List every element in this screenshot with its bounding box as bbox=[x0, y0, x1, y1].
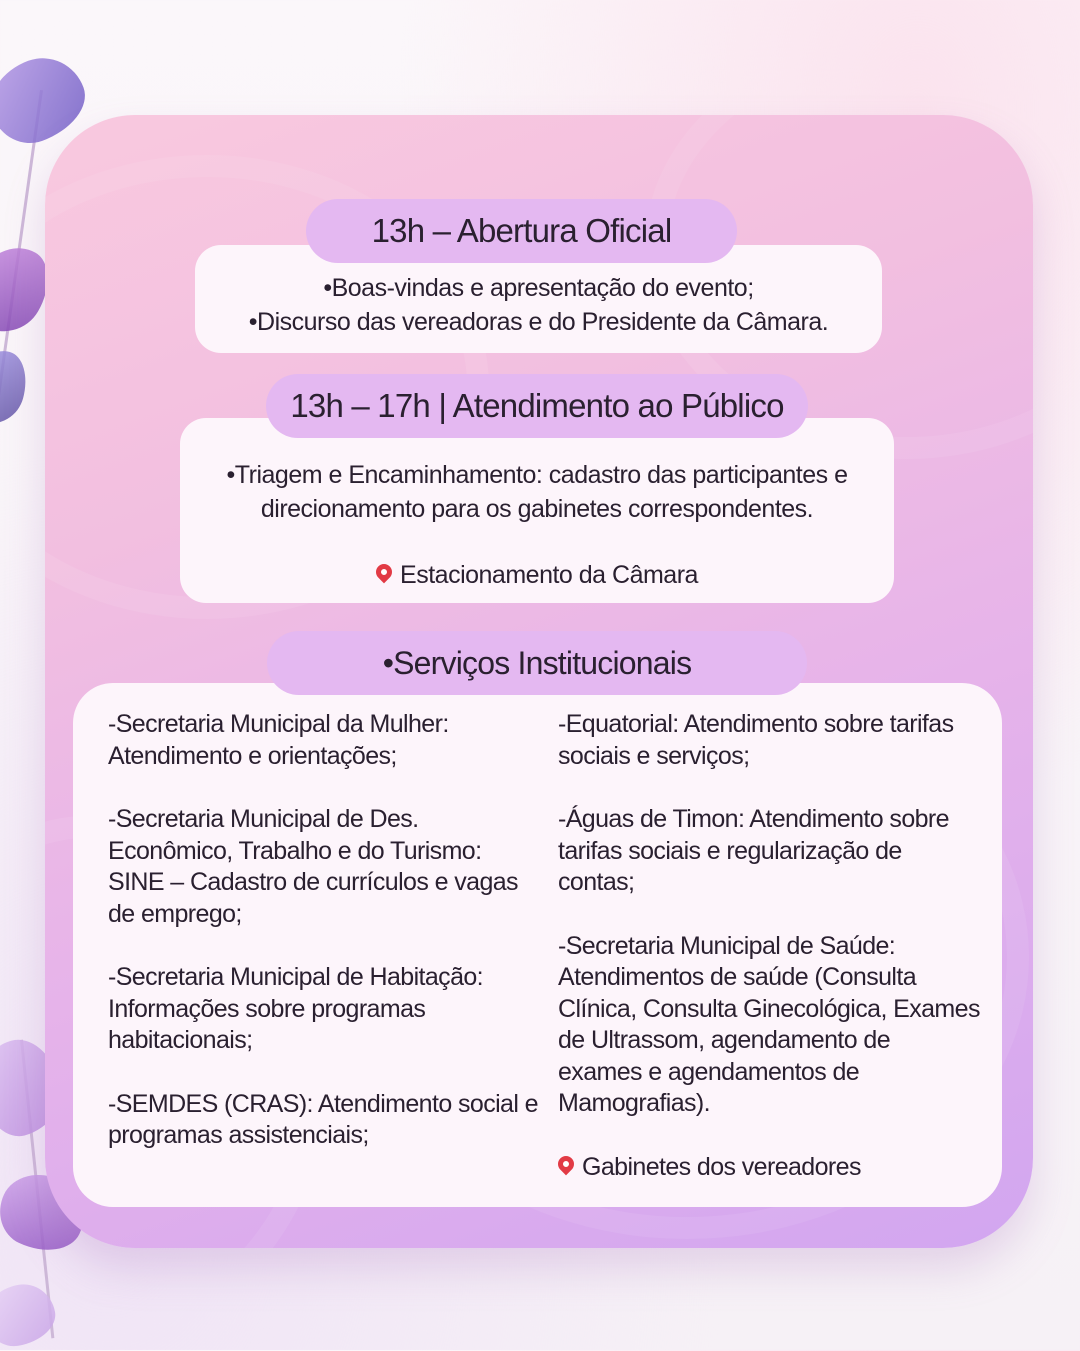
public-service-description: •Triagem e Encaminhamento: cadastro das participantes e bbox=[226, 461, 848, 489]
service-item: -Secretaria Municipal de Saúde: Atendimentos de saúde (Consulta Clínica, Consulta Ginecológica, Exames de Ultrassom, agendamento de exames e agendamentos de Mamografias). bbox=[558, 931, 980, 1117]
opening-item: •Boas-vindas e apresentação do evento; bbox=[323, 274, 754, 302]
institutional-box bbox=[73, 683, 1002, 1207]
institutional-left-column bbox=[108, 709, 538, 1184]
service-item: -Secretaria Municipal da Mulher: Atendimento e orientações; bbox=[108, 710, 449, 770]
institutional-title: •Serviços Institucionais bbox=[267, 631, 807, 695]
map-pin-icon bbox=[555, 1152, 578, 1175]
map-pin-icon bbox=[373, 561, 396, 584]
public-service-box bbox=[180, 418, 894, 603]
institutional-location bbox=[558, 1152, 980, 1184]
public-service-location-text: Estacionamento da Câmara bbox=[400, 561, 698, 589]
public-service-description: direcionamento para os gabinetes correspondentes. bbox=[260, 495, 814, 523]
institutional-right-column bbox=[558, 709, 980, 1215]
opening-title: 13h – Abertura Oficial bbox=[306, 199, 737, 263]
service-item: -Águas de Timon: Atendimento sobre tarifas sociais e regularização de contas; bbox=[558, 805, 949, 896]
service-item: -Secretaria Municipal de Des. Econômico, Trabalho e do Turismo: SINE – Cadastro de currículos e vagas de emprego; bbox=[108, 805, 518, 928]
public-service-location bbox=[180, 558, 894, 592]
flower-petal-icon bbox=[0, 1279, 60, 1350]
service-item: -Equatorial: Atendimento sobre tarifas sociais e serviços; bbox=[558, 710, 954, 770]
public-service-title: 13h – 17h | Atendimento ao Público bbox=[266, 374, 808, 438]
opening-item: •Discurso das vereadoras e do Presidente da Câmara. bbox=[248, 308, 829, 336]
flower-petal-icon bbox=[0, 344, 34, 431]
service-item: -Secretaria Municipal de Habitação: Informações sobre programas habitacionais; bbox=[108, 963, 484, 1054]
institutional-location-text: Gabinetes dos vereadores bbox=[582, 1152, 861, 1181]
service-item: -SEMDES (CRAS): Atendimento social e programas assistenciais; bbox=[108, 1089, 538, 1149]
